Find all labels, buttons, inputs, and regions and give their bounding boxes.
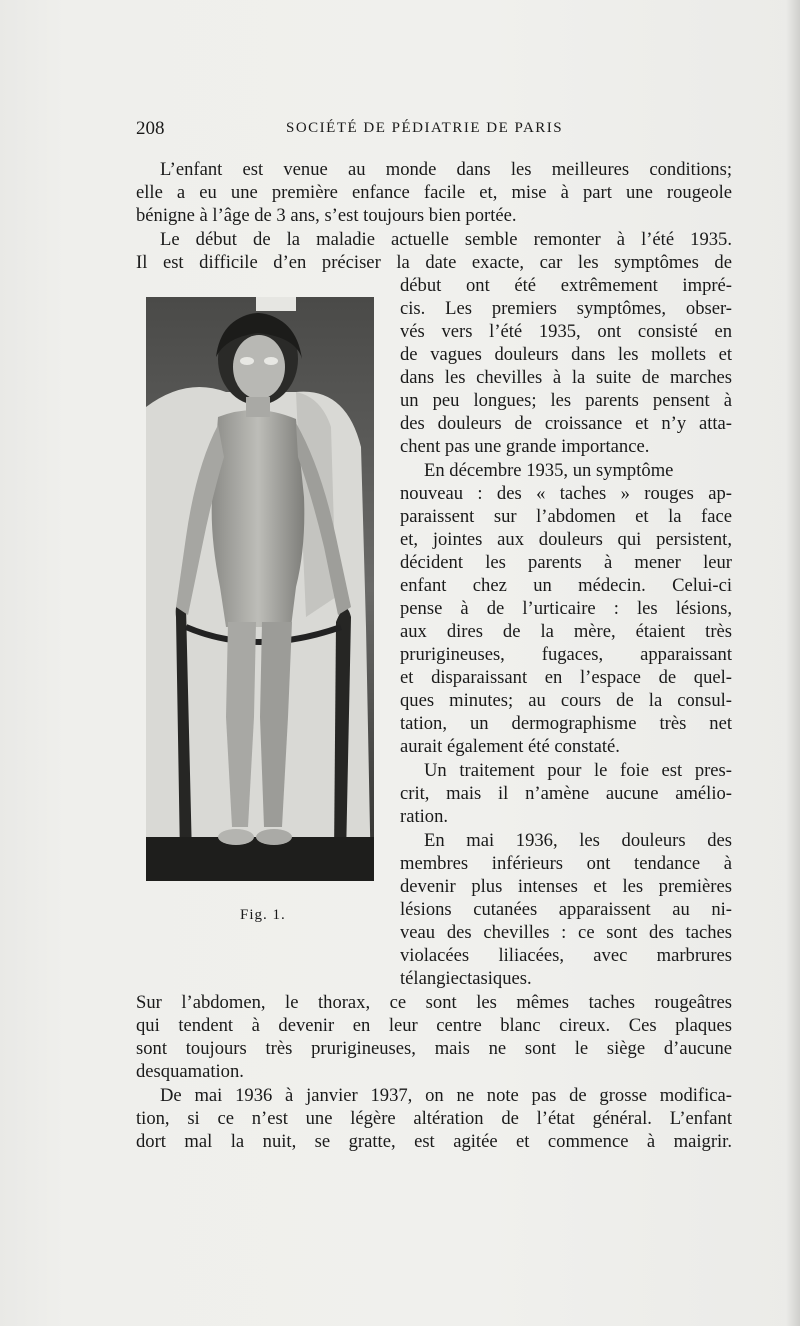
text-line: télangiectasiques. — [400, 968, 532, 989]
text-line: crit, mais il n’amène aucune amélio- — [400, 783, 732, 804]
text-line: Sur l’abdomen, le thorax, ce sont les mêmes taches rougeâtres — [136, 992, 732, 1013]
text-line: vés vers l’été 1935, ont consisté en — [400, 321, 732, 342]
text-line: de vagues douleurs dans les mollets et — [400, 344, 732, 365]
text-line: qui tendent à devenir en leur centre blanc cireux. Ces plaques — [136, 1015, 732, 1036]
text-line: Le début de la maladie actuelle semble remonter à l’été 1935. — [160, 229, 732, 250]
text-line: Il est difficile d’en préciser la date exacte, car les symptômes de — [136, 252, 732, 273]
text-line: violacées liliacées, avec marbrures — [400, 945, 732, 966]
text-line: enfant chez un médecin. Celui-ci — [400, 575, 732, 596]
text-line: De mai 1936 à janvier 1937, on ne note pas de grosse modifica- — [160, 1085, 732, 1106]
text-line: ques minutes; au cours de la consul- — [400, 690, 732, 711]
page-header — [136, 118, 732, 142]
text-line: dans les chevilles à la suite de marches — [400, 367, 732, 388]
text-line: prurigineuses, fugaces, apparaissant — [400, 644, 732, 665]
text-line: Un traitement pour le foie est pres- — [424, 760, 732, 781]
text-line: devenir plus intenses et les premières — [400, 876, 732, 897]
text-line: et, jointes aux douleurs qui persistent, — [400, 529, 732, 550]
text-line: aux dires de la mère, étaient très — [400, 621, 732, 642]
photograph-illustration — [146, 297, 374, 881]
text-line: début ont été extrêmement impré- — [400, 275, 732, 296]
figure-photograph — [146, 297, 374, 881]
text-line: des douleurs de croissance et n’y atta- — [400, 413, 732, 434]
text-line: tation, un dermographisme très net — [400, 713, 732, 734]
text-line: un peu longues; les parents pensent à — [400, 390, 732, 411]
text-line: paraissent sur l’abdomen et la face — [400, 506, 732, 527]
text-line: tion, si ce n’est une légère altération de l’état général. L’enfant — [136, 1108, 732, 1129]
page-edge-shadow — [786, 0, 800, 1326]
text-line: membres inférieurs ont tendance à — [400, 853, 732, 874]
text-line: décident les parents à mener leur — [400, 552, 732, 573]
text-line: pense à de l’urticaire : les lésions, — [400, 598, 732, 619]
text-line: chent pas une grande importance. — [400, 436, 650, 457]
page-number: 208 — [136, 118, 165, 139]
text-line: dort mal la nuit, se gratte, est agitée et commence à maigrir. — [136, 1131, 732, 1152]
text-line: nouveau : des « taches » rouges ap- — [400, 483, 732, 504]
text-line: lésions cutanées apparaissent au ni- — [400, 899, 732, 920]
figure-caption: Fig. 1. — [240, 907, 286, 923]
running-title: SOCIÉTÉ DE PÉDIATRIE DE PARIS — [286, 120, 564, 136]
text-line: cis. Les premiers symptômes, obser- — [400, 298, 732, 319]
text-line: ration. — [400, 806, 449, 827]
text-line: veau des chevilles : ce sont des taches — [400, 922, 732, 943]
text-line: aurait également été constaté. — [400, 736, 620, 757]
text-line: En décembre 1935, un symptôme — [424, 460, 674, 481]
text-line: elle a eu une première enfance facile et, mise à part une rougeole — [136, 182, 732, 203]
text-line: En mai 1936, les douleurs des — [424, 830, 732, 851]
text-line: desquamation. — [136, 1061, 244, 1082]
text-line: L’enfant est venue au monde dans les meilleures conditions; — [160, 159, 732, 180]
text-line: bénigne à l’âge de 3 ans, s’est toujours bien portée. — [136, 205, 517, 226]
text-line: sont toujours très prurigineuses, mais ne sont le siège d’aucune — [136, 1038, 732, 1059]
text-line: et disparaissant en l’espace de quel- — [400, 667, 732, 688]
